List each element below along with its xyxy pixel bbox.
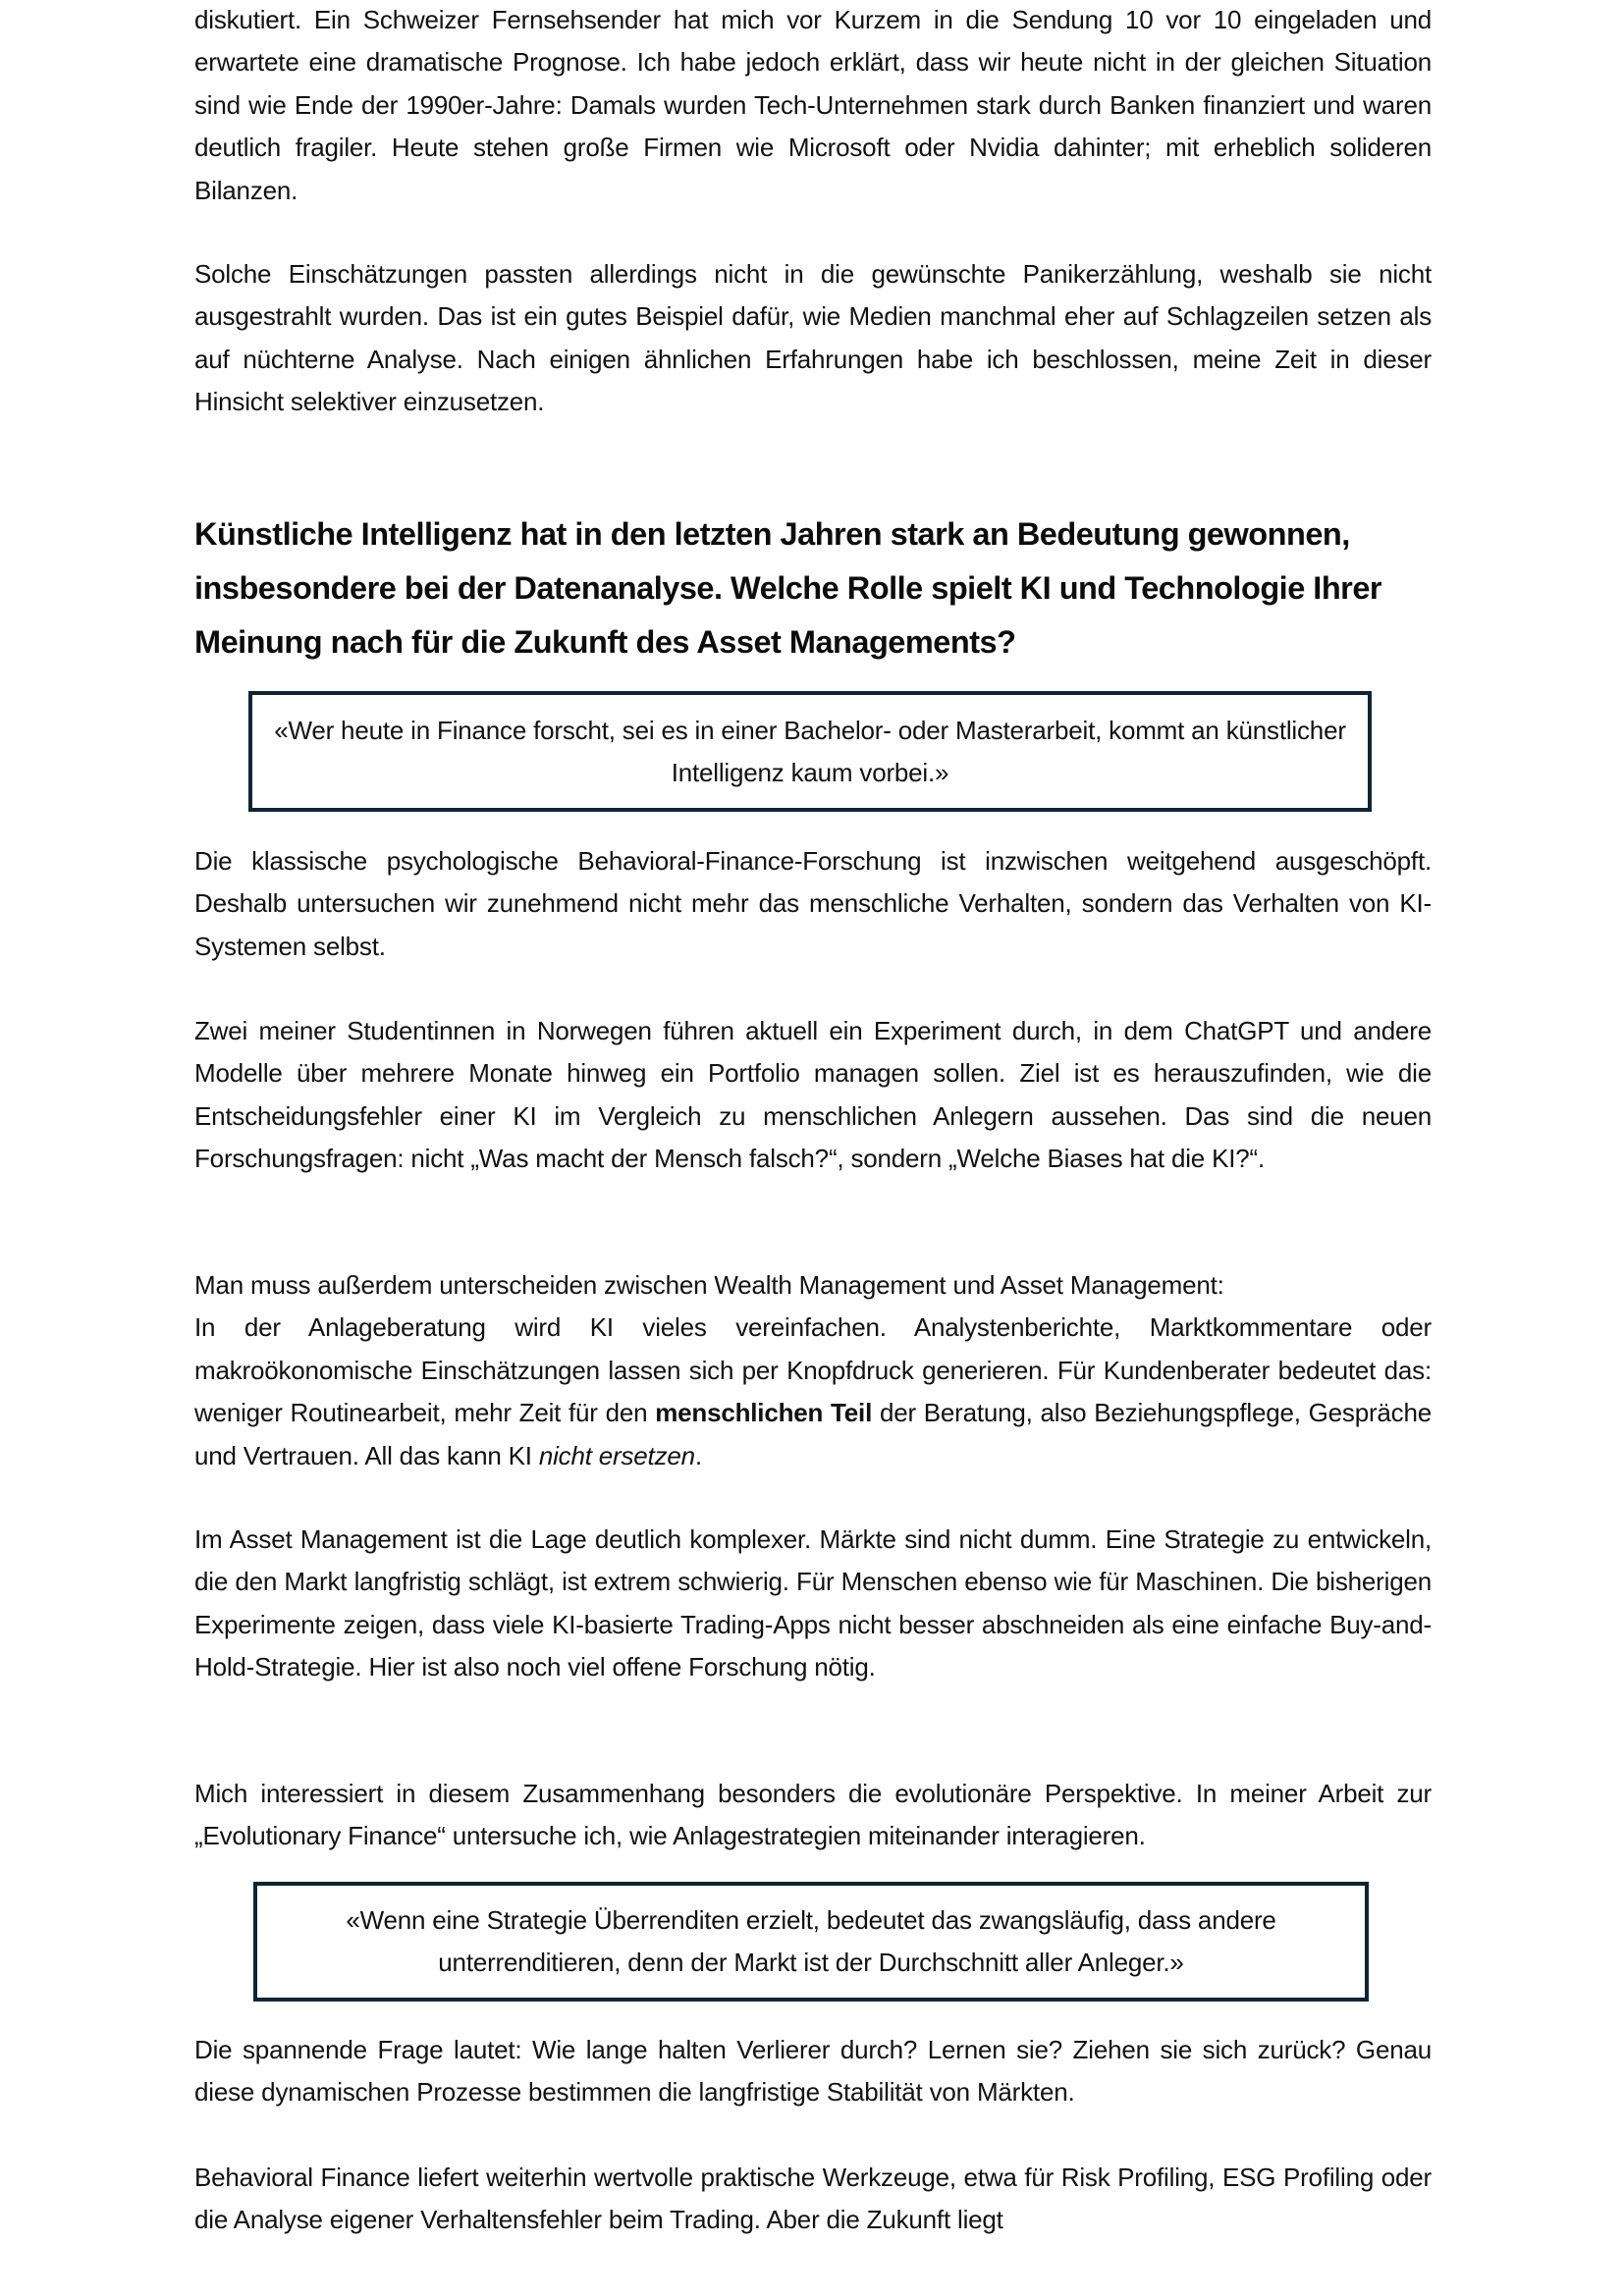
- text-run: In der Anlageberatung wird KI vieles vereinfachen. Analystenberichte, Marktkommentare oder makroökonomische Einschätzungen lassen sich per Knopfdruck generieren. Für Kundenberater bedeutet das: weniger Routinearbeit, mehr Zeit für den: [194, 1312, 1432, 1428]
- paragraph-chatgpt-experiment: Zwei meiner Studentinnen in Norwegen führen aktuell ein Experiment durch, in dem ChatGPT und andere Modelle über mehrere Monate hinweg ein Portfolio managen sollen. Ziel ist es herauszufinden, wie die Entscheidungsfehler einer KI im Vergleich zu menschlichen Anlegern aussehen. Das sind die neuen Forschungsfragen: nicht „Was macht der Mensch falsch?“, sondern „Welche Biases hat die KI?“.: [194, 1016, 1432, 1174]
- pull-quote-text: «Wenn eine Strategie Überrenditen erzielt, bedeutet das zwangsläufig, dass andere unterrenditieren, denn der Markt ist der Durchschnitt aller Anleger.»: [346, 1905, 1276, 1977]
- text-run: der Beratung, also Beziehungspflege, Gespräche und Vertrauen. All das kann KI: [194, 1398, 1433, 1470]
- paragraph-advisory-text: [194, 1307, 1432, 1477]
- pull-quote-market-average: [253, 1882, 1369, 2002]
- paragraph-behavioral-tools: Behavioral Finance liefert weiterhin wertvolle praktische Werkzeuge, etwa für Risk Profiling, ESG Profiling oder die Analyse eigener Verhaltensfehler beim Trading. Aber die Zukunft liegt: [194, 2163, 1432, 2235]
- italic-emphasis: nicht ersetzen: [538, 1440, 695, 1470]
- paragraph-intro-line: Man muss außerdem unterscheiden zwischen Wealth Management und Asset Management:: [194, 1270, 1224, 1300]
- paragraph-behavioral-finance-research: Die klassische psychologische Behavioral-Finance-Forschung ist inzwischen weitgehend ausgeschöpft. Deshalb untersuchen wir zunehmend nicht mehr das menschliche Verhalten, sondern das Verhalten von KI-Systemen selbst.: [194, 846, 1432, 961]
- pull-quote-text: «Wer heute in Finance forscht, sei es in einer Bachelor- oder Masterarbeit, kommt an künstlicher Intelligenz kaum vorbei.»: [274, 715, 1346, 787]
- paragraph-wealth-vs-asset-management: [194, 1264, 1432, 1477]
- paragraph-media-interview: diskutiert. Ein Schweizer Fernsehsender hat mich vor Kurzem in die Sendung 10 vor 10 eingeladen und erwartete eine dramatische Prognose. Ich habe jedoch erklärt, dass wir heute nicht in der gleichen Situation sind wie Ende der 1990er-Jahre: Damals wurden Tech-Unternehmen stark durch Banken finanziert und waren deutlich fragiler. Heute stehen große Firmen wie Microsoft oder Nvidia dahinter; mit erheblich solideren Bilanzen.: [194, 5, 1432, 205]
- bold-emphasis: menschlichen Teil: [655, 1398, 873, 1428]
- pull-quote-ai-research: [248, 691, 1372, 812]
- paragraph-dynamic-processes: Die spannende Frage lautet: Wie lange halten Verlierer durch? Lernen sie? Ziehen sie sich zurück? Genau diese dynamischen Prozesse bestimmen die langfristige Stabilität von Märkten.: [194, 2035, 1432, 2108]
- paragraph-panic-narrative: Solche Einschätzungen passten allerdings nicht in die gewünschte Panikerzählung, weshalb sie nicht ausgestrahlt wurden. Das ist ein gutes Beispiel dafür, wie Medien manchmal eher auf Schlagzeilen setzen als auf nüchterne Analyse. Nach einigen ähnlichen Erfahrungen habe ich beschlossen, meine Zeit in dieser Hinsicht selektiver einzusetzen.: [194, 259, 1432, 417]
- paragraph-asset-management-complexity: Im Asset Management ist die Lage deutlich komplexer. Märkte sind nicht dumm. Eine Strategie zu entwickeln, die den Markt langfristig schlägt, ist extrem schwierig. Für Menschen ebenso wie für Maschinen. Die bisherigen Experimente zeigen, dass viele KI-basierte Trading-Apps nicht besser abschneiden als eine einfache Buy-and-Hold-Strategie. Hier ist also noch viel offene Forschung nötig.: [194, 1524, 1432, 1682]
- text-run: .: [694, 1440, 702, 1470]
- interview-question-heading: Künstliche Intelligenz hat in den letzten Jahren stark an Bedeutung gewonnen, insbesondere bei der Datenanalyse. Welche Rolle spielt KI und Technologie Ihrer Meinung nach für die Zukunft des Asset Managements?: [194, 516, 1382, 660]
- paragraph-evolutionary-finance: Mich interessiert in diesem Zusammenhang besonders die evolutionäre Perspektive. In meiner Arbeit zur „Evolutionary Finance“ untersuche ich, wie Anlagestrategien miteinander interagieren.: [194, 1779, 1432, 1851]
